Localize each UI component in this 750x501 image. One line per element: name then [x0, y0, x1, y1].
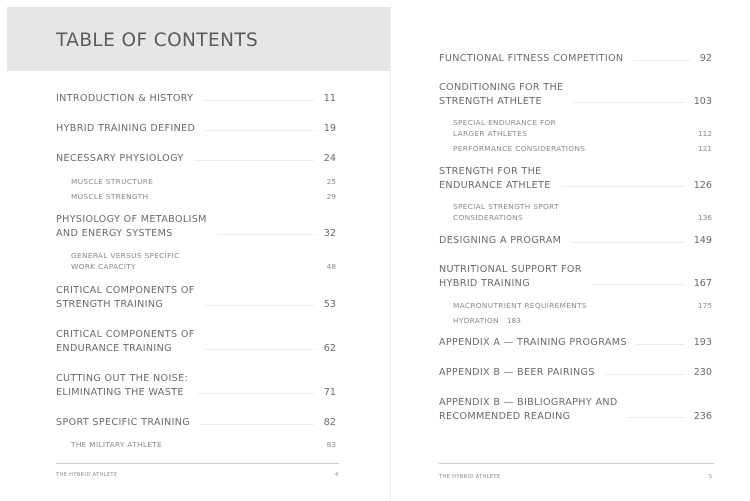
toc-entry-page: 167 [693, 277, 712, 289]
toc-subentry-page: 112 [697, 129, 712, 138]
toc-entry[interactable] [439, 52, 712, 66]
toc-subentry[interactable] [71, 191, 336, 202]
toc-subentry-page: 136 [697, 213, 712, 222]
toc-entry-page: 71 [323, 386, 336, 398]
toc-subentry-label: MUSCLE STRUCTURE [71, 177, 154, 186]
footer-page-number: 4 [335, 472, 339, 478]
toc-entry-label: CRITICAL COMPONENTS OF ENDURANCE TRAINING [56, 329, 195, 354]
dot-leader [633, 60, 689, 61]
toc-subentry-label: PERFORMANCE CONSIDERATIONS [453, 144, 586, 153]
dot-leader [561, 186, 684, 187]
toc-subentry[interactable] [71, 176, 336, 187]
toc-subentry[interactable] [453, 201, 712, 223]
toc-entry-label: NUTRITIONAL SUPPORT FOR HYBRID TRAINING [439, 264, 582, 289]
toc-subentry-label: SPECIAL STRENGTH SPORT CONSIDERATIONS [453, 202, 559, 222]
toc-subentry[interactable] [453, 143, 712, 154]
toc-subentry[interactable] [453, 300, 712, 311]
dot-leader [205, 305, 314, 306]
toc-entry[interactable] [56, 92, 336, 106]
toc-subentry-page: 48 [326, 262, 336, 271]
toc-entry-page: 193 [693, 337, 712, 348]
toc-entry[interactable] [439, 396, 712, 423]
toc-subentry-page: 183 [506, 316, 521, 325]
toc-subentry-page: 121 [697, 144, 712, 153]
footer-rule [56, 463, 339, 464]
dot-leader [571, 242, 683, 243]
dot-leader [200, 424, 314, 425]
right-page [391, 7, 750, 501]
dot-leader [605, 374, 684, 375]
toc-entry[interactable] [439, 263, 712, 290]
toc-entry-page: 19 [323, 123, 336, 134]
footer-book-title: THE HYBRID ATHLETE [56, 472, 118, 478]
toc-subentry-label: THE MILITARY ATHLETE [71, 440, 162, 449]
dot-leader [637, 344, 684, 345]
toc-entry-label: APPENDIX B — BEER PAIRINGS [439, 367, 595, 378]
toc-subentry-label: HYDRATION [453, 316, 499, 325]
toc-entry-page: 149 [693, 235, 712, 246]
toc-entry[interactable] [56, 213, 336, 240]
toc-entry-page: 24 [323, 153, 336, 164]
toc-entry[interactable] [439, 234, 712, 248]
dot-leader [205, 130, 314, 131]
dot-leader [194, 160, 314, 161]
toc-entry-label: CONDITIONING FOR THE STRENGTH ATHLETE [439, 82, 564, 107]
dot-leader [198, 393, 314, 394]
toc-entry-page: 82 [323, 417, 336, 428]
dot-leader [205, 349, 314, 350]
toc-entry[interactable] [56, 152, 336, 166]
toc-entry[interactable] [56, 416, 336, 430]
toc-entry-label: CUTTING OUT THE NOISE: ELIMINATING THE WASTE [56, 373, 189, 398]
toc-entry-page: 126 [693, 179, 712, 191]
toc-entry-label: DESIGNING A PROGRAM [439, 235, 562, 246]
toc-subentry-page: 29 [326, 192, 336, 201]
footer-book-title: THE HYBRID ATHLETE [439, 474, 501, 480]
toc-subentry-page: 83 [326, 440, 336, 449]
toc-subentry-label: SPECIAL ENDURANCE FOR LARGER ATHLETES [453, 118, 557, 138]
toc-subentry[interactable] [71, 250, 336, 272]
toc-entry[interactable] [56, 122, 336, 136]
footer-rule [439, 463, 714, 464]
dot-leader [592, 284, 684, 285]
toc-subentry-label: GENERAL VERSUS SPECIFIC WORK CAPACITY [71, 251, 180, 271]
dot-leader [573, 102, 683, 103]
toc-entry-page: 11 [323, 93, 336, 104]
toc-entry-page: 53 [323, 298, 336, 310]
toc-entry-page: 92 [699, 53, 712, 64]
toc-entry-label: SPORT SPECIFIC TRAINING [56, 417, 191, 428]
toc-entry-page: 62 [323, 342, 336, 354]
toc-entry-page: 230 [693, 367, 712, 378]
toc-entry-page: 103 [693, 95, 712, 107]
toc-subentry-page: 25 [326, 177, 336, 186]
dot-leader [217, 234, 314, 235]
toc-entry[interactable] [56, 328, 336, 355]
toc-subentry[interactable] [453, 117, 712, 139]
toc-entry[interactable] [56, 284, 336, 311]
dot-leader [203, 100, 313, 101]
toc-entry-label: APPENDIX A — TRAINING PROGRAMS [439, 337, 627, 348]
toc-entry-page: 236 [693, 410, 712, 422]
toc-entry[interactable] [439, 81, 712, 108]
toc-subentry[interactable] [71, 439, 336, 450]
footer-page-number: 5 [709, 474, 713, 480]
toc-entry[interactable] [56, 372, 336, 399]
toc-entry[interactable] [439, 336, 712, 350]
toc-entry-label: HYBRID TRAINING DEFINED [56, 123, 196, 134]
toc-subentry-label: MACRONUTRIENT REQUIREMENTS [453, 301, 587, 310]
toc-entry-label: CRITICAL COMPONENTS OF STRENGTH TRAINING [56, 285, 195, 310]
toc-subentry-label: MUSCLE STRENGTH [71, 192, 149, 201]
toc-entry-label: STRENGTH FOR THE ENDURANCE ATHLETE [439, 166, 551, 191]
toc-entry[interactable] [439, 165, 712, 192]
toc-entry-label: PHYSIOLOGY OF METABOLISM AND ENERGY SYSTEMS [56, 214, 207, 239]
left-page [7, 7, 390, 501]
toc-entry-label: FUNCTIONAL FITNESS COMPETITION [439, 53, 624, 64]
page-title: TABLE OF CONTENTS [56, 30, 259, 51]
dot-leader [628, 417, 684, 418]
toc-entry-label: NECESSARY PHYSIOLOGY [56, 153, 184, 164]
toc-subentry-page: 175 [697, 301, 712, 310]
toc-entry[interactable] [439, 366, 712, 380]
toc-entry-page: 32 [323, 227, 336, 239]
toc-entry-label: INTRODUCTION & HISTORY [56, 93, 194, 104]
toc-subentry[interactable] [453, 315, 521, 326]
toc-entry-label: APPENDIX B — BIBLIOGRAPHY AND RECOMMENDED READING [439, 397, 618, 422]
